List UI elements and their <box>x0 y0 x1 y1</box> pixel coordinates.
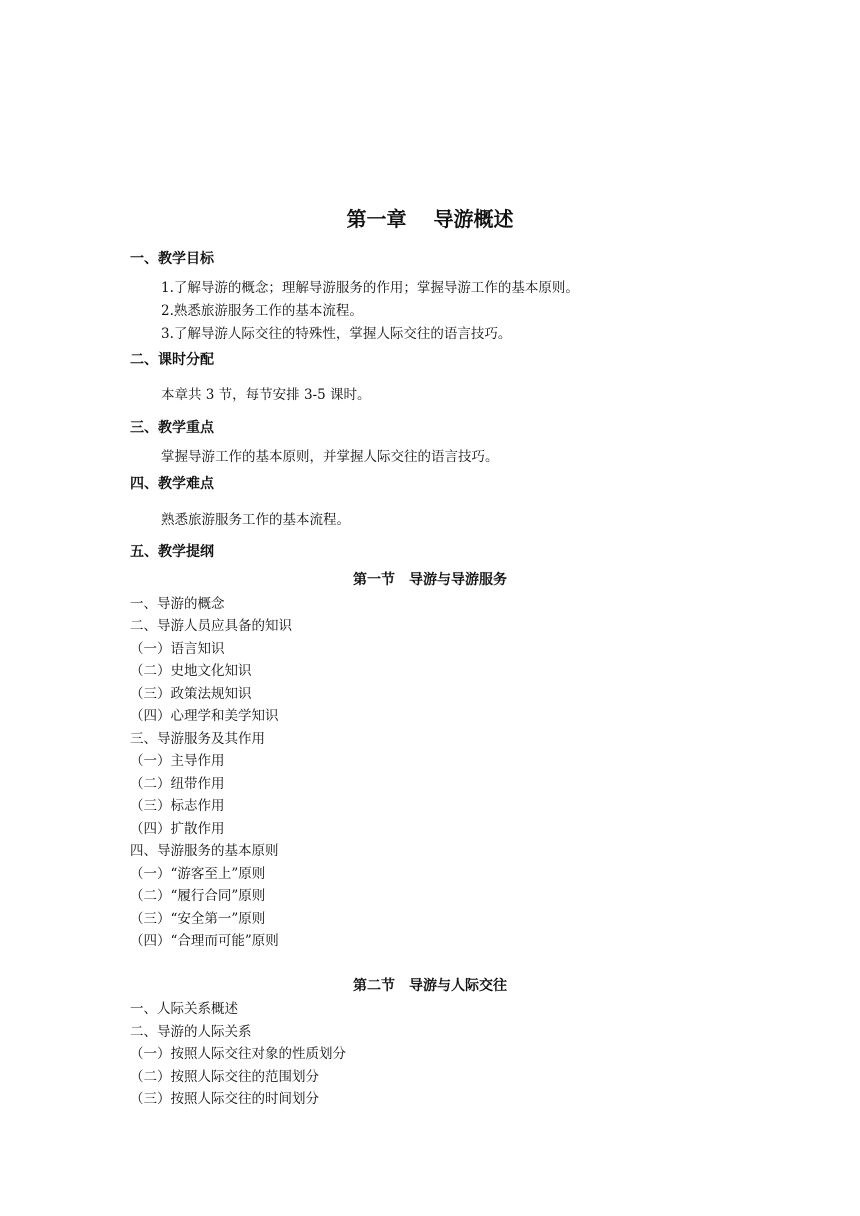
outline-line: 二、导游人员应具备的知识 <box>130 618 292 634</box>
outline-line: （二）纽带作用 <box>130 776 225 792</box>
key-points-text: 掌握导游工作的基本原则，并掌握人际交往的语言技巧。 <box>161 449 499 465</box>
section-2-title: 第二节 导游与人际交往 <box>353 978 507 994</box>
section-1-title: 第一节 导游与导游服务 <box>353 572 507 588</box>
outline-line: （一）“游客至上”原则 <box>130 866 266 882</box>
outline-line: 一、导游的概念 <box>130 596 225 612</box>
chapter-title: 第一章 导游概述 <box>346 207 514 231</box>
objective-item: 1.了解导游的概念；理解导游服务的作用；掌握导游工作的基本原则。 <box>161 280 579 296</box>
outline-line: （四）“合理而可能”原则 <box>130 933 279 949</box>
difficulties-text: 熟悉旅游服务工作的基本流程。 <box>161 512 350 528</box>
outline-line: （三）按照人际交往的时间划分 <box>130 1091 319 1107</box>
outline-line: （一）按照人际交往对象的性质划分 <box>130 1046 346 1062</box>
outline-line: （三）“安全第一”原则 <box>130 911 266 927</box>
outline-line: （二）按照人际交往的范围划分 <box>130 1069 319 1085</box>
objective-item: 2.熟悉旅游服务工作的基本流程。 <box>161 303 363 319</box>
difficulties-heading: 四、教学难点 <box>130 476 214 492</box>
outline-line: （三）标志作用 <box>130 798 225 814</box>
outline-line: 二、导游的人际关系 <box>130 1024 252 1040</box>
outline-line: （一）主导作用 <box>130 753 225 769</box>
outline-line: （四）心理学和美学知识 <box>130 708 279 724</box>
outline-line: 四、导游服务的基本原则 <box>130 843 279 859</box>
objective-item: 3.了解导游人际交往的特殊性，掌握人际交往的语言技巧。 <box>161 326 512 342</box>
objectives-heading: 一、教学目标 <box>130 251 214 267</box>
outline-line: （一）语言知识 <box>130 641 225 657</box>
outline-line: （三）政策法规知识 <box>130 686 252 702</box>
outline-line: 三、导游服务及其作用 <box>130 731 265 747</box>
outline-line: （二）史地文化知识 <box>130 663 252 679</box>
key-points-heading: 三、教学重点 <box>130 420 214 436</box>
outline-line: （二）“履行合同”原则 <box>130 888 266 904</box>
outline-line: （四）扩散作用 <box>130 821 225 837</box>
outline-heading: 五、教学提纲 <box>130 544 214 560</box>
schedule-heading: 二、课时分配 <box>130 352 214 368</box>
schedule-text: 本章共 3 节，每节安排 3-5 课时。 <box>161 387 371 403</box>
outline-line: 一、人际关系概述 <box>130 1001 238 1017</box>
